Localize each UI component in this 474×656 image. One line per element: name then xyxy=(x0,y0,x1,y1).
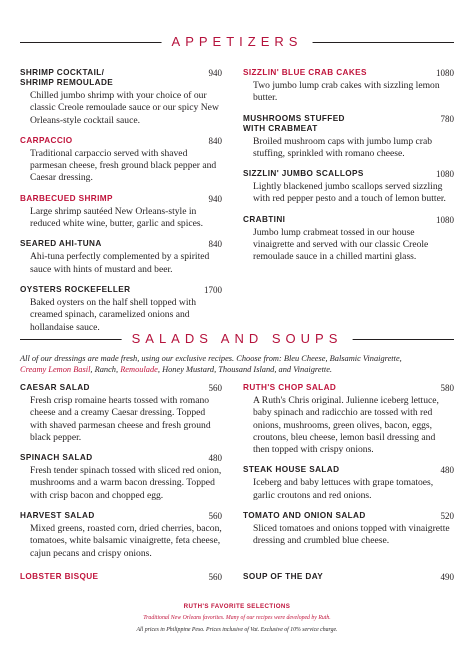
menu-item-head xyxy=(243,68,454,78)
menu-item-name: RUTH'S CHOP SALAD xyxy=(243,383,337,392)
salads-right-column xyxy=(243,383,454,557)
menu-item-name: HARVEST SALAD xyxy=(20,511,95,521)
dressings-note-rest: , Honey Mustard, Thousand Island, and Vinaigrette. xyxy=(157,365,333,375)
menu-item-price: 1080 xyxy=(436,68,454,78)
lobster-bisque-head xyxy=(20,572,222,582)
menu-item-name: TOMATO AND ONION SALAD xyxy=(243,511,366,521)
menu-item-description: Fresh crisp romaine hearts tossed with romano cheese and a creamy Caesar dressing. Topped with shaved parmesan cheese and fresh ground black pepper. xyxy=(30,395,211,443)
lobster-bisque-item xyxy=(20,572,222,582)
footer-prices-note: All prices in Philippine Peso. Prices inclusive of Vat. Exclusive of 10% service charge. xyxy=(136,627,338,633)
appetizers-header xyxy=(20,36,454,48)
menu-item-head xyxy=(20,453,222,463)
menu-item xyxy=(243,114,454,161)
menu-item-head xyxy=(243,511,454,521)
menu-item-price: 1080 xyxy=(436,169,454,180)
menu-item xyxy=(243,169,454,206)
menu-item-name: CAESAR SALAD xyxy=(20,383,90,392)
menu-item xyxy=(20,285,222,334)
menu-item-name: SIZZLIN' BLUE CRAB CAKES xyxy=(243,68,367,77)
menu-item xyxy=(20,136,222,185)
menu-item-description: Large shrimp sautéed New Orleans-style in reduced white wine, butter, garlic and spices. xyxy=(30,205,204,230)
menu-item-name: SPINACH SALAD xyxy=(20,453,93,463)
menu-item-head xyxy=(20,194,222,204)
menu-item-description: Chilled jumbo shrimp with your choice of our classic Creole remoulade sauce or our spicy New Orleans-style cocktail sauce. xyxy=(30,90,219,126)
menu-item-head xyxy=(243,169,454,179)
soup-of-the-day-name: SOUP OF THE DAY xyxy=(243,572,324,581)
dressings-note-creamy-lemon-basil: Creamy Lemon Basil xyxy=(20,365,91,375)
menu-item-head xyxy=(20,239,222,249)
menu-item-head xyxy=(20,68,222,88)
menu-item-head xyxy=(20,285,222,295)
menu-item-description: Traditional carpaccio served with shaved parmesan cheese, fresh ground black pepper and Caesar dressing. xyxy=(30,147,217,184)
lobster-bisque-price: 560 xyxy=(208,572,222,582)
menu-item-head xyxy=(20,136,222,146)
salads-header xyxy=(20,333,454,345)
soup-of-the-day-item xyxy=(243,572,454,582)
menu-item xyxy=(243,511,454,548)
menu-item xyxy=(243,68,454,105)
soup-of-the-day-head xyxy=(243,572,454,582)
menu-item-price: 1080 xyxy=(436,214,454,225)
menu-item xyxy=(20,383,222,444)
menu-item-head xyxy=(20,511,222,521)
menu-item-name: SHRIMP COCKTAIL/ SHRIMP REMOULADE xyxy=(20,68,114,87)
menu-item-description: Baked oysters on the half shell topped with creamed spinach, caramelized onions and hollandaise sauce. xyxy=(30,296,196,333)
menu-item-name: CARPACCIO xyxy=(20,135,73,145)
salads-title: SALADS AND SOUPS xyxy=(122,331,353,346)
menu-item-price: 1700 xyxy=(204,284,222,295)
menu-item-name: BARBECUED SHRIMP xyxy=(20,193,113,203)
menu-item-price: 940 xyxy=(208,68,222,78)
menu-item-description: Lightly blackened jumbo scallops served sizzling with red pepper pesto and a touch of lemon butter. xyxy=(253,181,446,205)
lobster-bisque-name: LOBSTER BISQUE xyxy=(20,572,99,581)
menu-item xyxy=(243,465,454,502)
menu-item-price: 580 xyxy=(440,383,454,393)
footer-note: Traditional New Orleans favorites. Many of our recipes were developed by Ruth. xyxy=(143,615,331,621)
menu-item-description: Jumbo lump crabmeat tossed in our house vinaigrette and served with our classic Creole remoulade sauce in a chilled martini glass. xyxy=(253,226,429,263)
menu-item-name: OYSTERS ROCKEFELLER xyxy=(20,284,131,294)
menu-item-price: 560 xyxy=(208,383,222,393)
menu-item-name: CRABTINI xyxy=(243,214,286,224)
menu-item-description: Iceberg and baby lettuces with grape tomatoes, garlic croutons and red onions. xyxy=(253,477,434,501)
menu-item-name: STEAK HOUSE SALAD xyxy=(243,465,340,475)
menu-item-price: 480 xyxy=(440,465,454,476)
salads-left-column xyxy=(20,383,222,569)
menu-item-price: 840 xyxy=(208,135,222,146)
menu-item-head xyxy=(243,465,454,475)
footer-title: RUTH'S FAVORITE SELECTIONS xyxy=(183,603,291,610)
menu-item-head xyxy=(20,383,222,393)
menu-item-description: Broiled mushroom caps with jumbo lump crab stuffing, sprinkled with romano cheese. xyxy=(253,135,433,159)
menu-item-description: Fresh tender spinach tossed with sliced red onion, mushrooms and a warm bacon dressing. Topped with crisp bacon and chopped egg. xyxy=(30,465,222,501)
menu-item-description: Ahi-tuna perfectly complemented by a spirited sauce with hints of mustard and beer. xyxy=(30,251,210,275)
dressings-note-ranch: , Ranch, xyxy=(90,365,121,375)
dressings-note-remoulade: Remoulade xyxy=(120,365,158,375)
menu-item-description: Two jumbo lump crab cakes with sizzling lemon butter. xyxy=(253,80,440,104)
menu-item-price: 840 xyxy=(208,239,222,250)
menu-item xyxy=(20,239,222,276)
menu-item-price: 480 xyxy=(208,453,222,464)
menu-item xyxy=(20,68,222,127)
menu-item xyxy=(20,194,222,231)
menu-item xyxy=(243,383,454,456)
soup-of-the-day-price: 490 xyxy=(440,572,454,582)
menu-item-name: SEARED AHI-TUNA xyxy=(20,239,102,249)
menu-item-description: Mixed greens, roasted corn, dried cherries, bacon, tomatoes, white balsamic vinaigrette, feta cheese, cajun pecans and crispy onions. xyxy=(30,523,222,559)
menu-item-description: Sliced tomatoes and onions topped with vinaigrette dressing and crumbled blue cheese. xyxy=(253,523,450,547)
menu-item-name: SIZZLIN' JUMBO SCALLOPS xyxy=(243,169,364,179)
menu-item-head xyxy=(243,215,454,225)
menu-item-price: 520 xyxy=(440,511,454,522)
menu-item-price: 560 xyxy=(208,511,222,522)
menu-item xyxy=(20,511,222,560)
menu-item xyxy=(243,215,454,264)
menu-item xyxy=(20,453,222,502)
menu-item-name: MUSHROOMS STUFFED WITH CRABMEAT xyxy=(243,113,345,133)
appetizers-title: APPETIZERS xyxy=(162,34,313,49)
appetizers-right-column xyxy=(243,68,454,273)
dressings-note xyxy=(20,353,454,375)
dressings-note-a: All of our dressings are made fresh, using our exclusive recipes. Choose from: Bleu Cheese, Balsamic Vinaigrette, xyxy=(20,354,402,363)
menu-item-head xyxy=(243,114,454,134)
menu-item-description: A Ruth's Chris original. Julienne iceberg lettuce, baby spinach and radicchio are tossed with red onions, mushrooms, green olives, bacon, eggs, croutons, bleu cheese, lemon basil dressing and then topped with crispy onions. xyxy=(253,395,439,456)
menu-item-price: 940 xyxy=(208,193,222,204)
menu-item-price: 780 xyxy=(440,113,454,124)
menu-item-head xyxy=(243,383,454,393)
appetizers-left-column xyxy=(20,68,222,343)
